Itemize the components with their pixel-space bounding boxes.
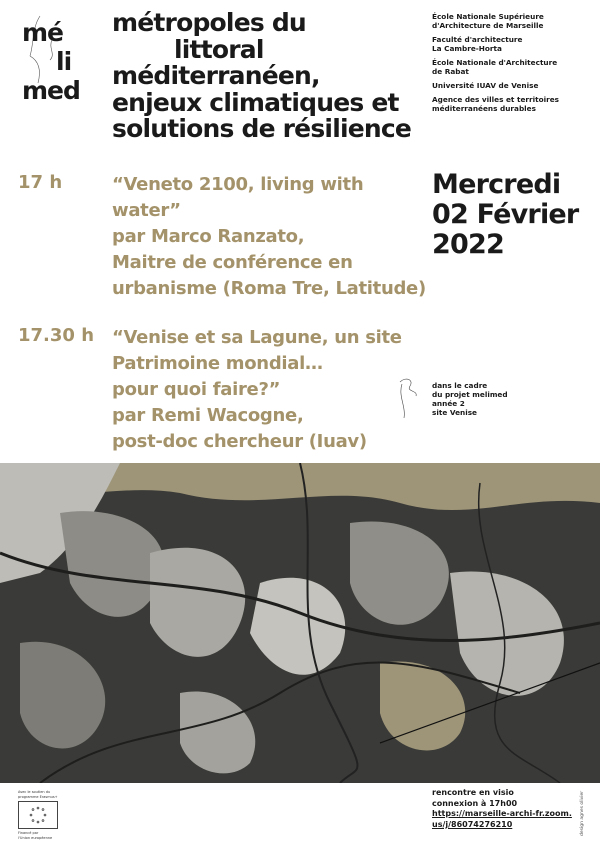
- talk-line: Patrimoine mondial…: [112, 353, 323, 374]
- talk-1-details: [112, 172, 432, 302]
- signature-icon: [388, 372, 428, 422]
- melimed-logo: [22, 8, 102, 105]
- visio-info: [432, 788, 572, 830]
- partner-schools: [432, 12, 592, 118]
- context-line: année 2: [432, 399, 465, 408]
- zoom-link[interactable]: https://marseille-archi-fr.zoom.: [432, 809, 572, 818]
- date-line: Mercredi: [432, 169, 561, 200]
- talk-line: post-doc chercheur (Iuav): [112, 431, 367, 452]
- talk-line: par Remi Wacogne,: [112, 405, 304, 426]
- context-line: dans le cadre: [432, 381, 488, 390]
- school-item: Université IUAV de Venise: [432, 81, 539, 90]
- school-item: École Nationale d'Architecture de Rabat: [432, 58, 558, 76]
- talk-line: water”: [112, 200, 181, 221]
- talk-line: Maitre de conférence en: [112, 252, 353, 273]
- talk-1-time: 17 h: [18, 172, 63, 193]
- project-context: [432, 381, 508, 417]
- context-line: du projet melimed: [432, 390, 508, 399]
- logo-word-3: med: [22, 76, 80, 105]
- eu-funding-block: [18, 790, 68, 840]
- talk-line: par Marco Ranzato,: [112, 226, 305, 247]
- event-date: [432, 170, 578, 260]
- eu-flag-icon: [18, 801, 58, 829]
- talk-2-time: 17.30 h: [18, 325, 95, 346]
- logo-word-2: li: [56, 47, 72, 76]
- visio-line: rencontre en visio: [432, 788, 514, 797]
- school-item: École Nationale Supérieure d'Architecture de Marseille: [432, 12, 544, 30]
- school-item: Faculté d'architecture La Cambre-Horta: [432, 35, 523, 53]
- title-line: littoral: [174, 34, 264, 64]
- talk-2-details: [112, 325, 432, 455]
- date-line: 2022: [432, 229, 504, 260]
- eu-support-text: Avec le soutien du programme Erasmus+: [18, 790, 58, 799]
- talk-line: “Veneto 2100, living with: [112, 174, 364, 195]
- event-title: [112, 10, 442, 143]
- lagoon-map-image: [0, 463, 600, 783]
- title-line: solutions de résilience: [112, 114, 412, 143]
- design-credit: [580, 790, 588, 840]
- title-line: enjeux climatiques et: [112, 87, 399, 117]
- design-credit-text: design agnes olivier: [580, 790, 585, 836]
- date-line: 02 Février: [432, 199, 579, 230]
- title-line: métropoles du: [112, 8, 306, 37]
- title-line: méditerranéen,: [112, 61, 320, 90]
- context-line: site Venise: [432, 408, 478, 417]
- eu-funded-text: Financé par l'Union européenne: [18, 831, 53, 840]
- zoom-link[interactable]: us/j/86074276210: [432, 819, 513, 829]
- school-item: Agence des villes et territoires méditerranéens durables: [432, 95, 559, 113]
- talk-line: “Venise et sa Lagune, un site: [112, 327, 402, 348]
- talk-line: urbanisme (Roma Tre, Latitude): [112, 278, 426, 299]
- visio-line: connexion à 17h00: [432, 798, 518, 808]
- logo-word-1: mé: [22, 18, 64, 47]
- talk-line: pour quoi faire?”: [112, 379, 281, 400]
